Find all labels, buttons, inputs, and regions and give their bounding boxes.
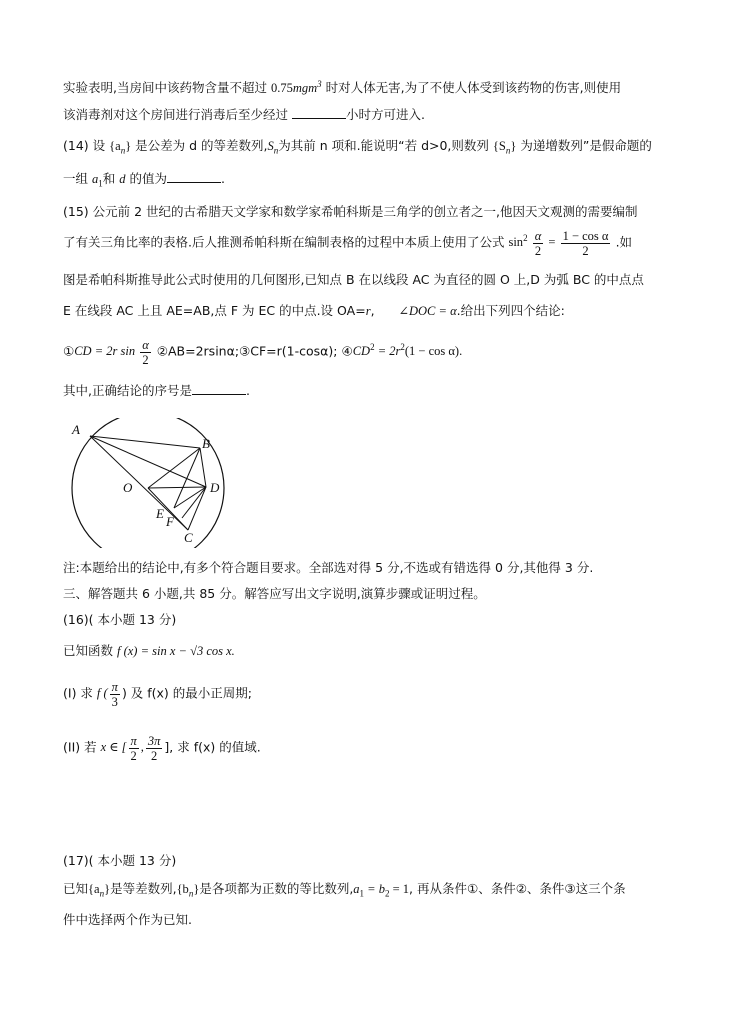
intro-text-2: 该消毒剂对这个房间进行消毒后至少经过 — [63, 107, 289, 122]
label-a: A — [72, 422, 80, 437]
q15-text-1: (15) 公元前 2 世纪的古希腊天文学家和数学家希帕科斯是三角学的创立者之一,他因天文观测的需要编制 — [63, 204, 638, 219]
q15-question-text: 其中,正确结论的序号是 — [63, 383, 192, 398]
q15-line-2 — [63, 229, 632, 258]
q15-conclusions — [63, 338, 462, 367]
q15-text-2-tail: .如 — [615, 234, 633, 250]
label-b: B — [202, 436, 210, 451]
conclusion-1: CD = 2r sin $\frac{\alpha}{2}$ — [74, 338, 149, 367]
answer-blank-14[interactable] — [167, 170, 221, 183]
q14-end: . — [221, 171, 225, 186]
q14-line-1 — [63, 137, 652, 160]
label-d: D — [210, 480, 220, 495]
interval-x: x ∈ [ $\frac{\pi}{2}$ , $\frac{3\pi}{2}$ — [100, 734, 161, 763]
intro-line-2 — [63, 106, 425, 124]
q17-text-c: 是各项都为正数的等比数列, — [199, 881, 354, 896]
label-f: F — [166, 514, 174, 529]
q16-given-text: 已知函数 — [63, 643, 114, 658]
r-symbol: r — [365, 304, 371, 318]
diagram-lines — [90, 436, 206, 530]
q16-part-2 — [63, 734, 261, 763]
q15-text-2: 了有关三角比率的表格.后人推测希帕科斯在编制表格的过程中本质上使用了公式 — [63, 234, 505, 250]
section-3-heading: 三、解答题共 6 小题,共 85 分。解答应写出文字说明,演算步骤或证明过程。 — [63, 586, 486, 601]
seq-sn: $\{S_n\}$ — [492, 139, 517, 156]
q16-part1-label: (I) 求 — [63, 685, 93, 701]
scoring-note: 注:本题给出的结论中,有多个符合题目要求。全部选对得 5 分,不选或有错选得 0 分,其他得 3 分. — [63, 560, 594, 575]
d-symbol: d — [119, 172, 126, 186]
dose-limit: 0.75mgm$^3$ — [270, 79, 322, 96]
f-pi-over-3: f ( $\frac{\pi}{3}$ — [96, 680, 118, 709]
label-e: E — [156, 506, 164, 521]
q14-text-c: 为递增数列”是假命题的 — [520, 138, 652, 153]
intro-text-2-after: 小时方可进入. — [346, 107, 425, 122]
q15-text-4-tail: .给出下列四个结论: — [456, 303, 565, 318]
q16-header: (16)( 本小题 13 分) — [63, 612, 177, 627]
q15-text-4: E 在线段 AC 上且 AE=AB,点 F 为 EC 的中点.设 OA= — [63, 303, 366, 318]
answer-blank-15[interactable] — [192, 382, 246, 395]
seq-bn: $\{b_n\}$ — [176, 882, 200, 899]
q14-line-2 — [63, 170, 225, 193]
q15-question — [63, 382, 250, 400]
intro-line-1 — [63, 75, 621, 97]
label-o: O — [123, 480, 133, 495]
q16-part2-label: (II) 若 — [63, 739, 97, 755]
angle-doc: ∠DOC = α — [398, 304, 457, 318]
q15-line-4 — [63, 302, 565, 320]
conclusion-1-mark: ① — [63, 343, 75, 359]
q14-text-b: 为其前 n 项和.能说明“若 d>0,则数列 — [278, 138, 489, 153]
q15-comma: , — [370, 303, 375, 318]
q15-line-1 — [63, 203, 638, 221]
q17-line-2: 件中选择两个作为已知. — [63, 912, 192, 927]
q15-line-3 — [63, 271, 644, 289]
q16-part1-text: ) 及 f(x) 的最小正周期; — [121, 685, 252, 701]
half-angle-formula: $\sin^2$ $\frac{\alpha}{2}$ = $\frac{\text{1 − cos α}}{2}$ — [508, 229, 609, 258]
a1-symbol: $a_1$ — [92, 172, 103, 189]
answer-blank-13[interactable] — [292, 106, 346, 119]
q14-text-d: 一组 — [63, 171, 89, 186]
q17-text-a: 已知 — [63, 881, 89, 896]
q17-header: (17)( 本小题 13 分) — [63, 853, 177, 868]
q16-part-1 — [63, 680, 252, 709]
q16-given — [63, 642, 235, 660]
sum-sn: $S_n$ — [267, 139, 279, 156]
conclusion-2-3: ②AB=2rsinα;③CF=r(1-cosα); — [156, 343, 338, 359]
q17-line-1 — [63, 880, 626, 903]
q16-part2-text: ], 求 f(x) 的值域. — [164, 739, 261, 755]
q14-text-a: 是公差为 d 的等差数列, — [135, 138, 268, 153]
function-definition: f (x) = sin x − √3 cos x. — [117, 644, 235, 658]
q14-and: 和 — [102, 171, 116, 186]
conclusion-4-mark: ④ — [341, 343, 353, 359]
q17-text-d: , 再从条件①、条件②、条件③这三个条 — [409, 881, 626, 896]
intro-text: 实验表明,当房间中该药物含量不超过 — [63, 80, 267, 96]
seq-an: $\{a_n\}$ — [109, 139, 132, 156]
label-c: C — [184, 530, 193, 545]
conclusion-4: $CD^2 = 2r^2(1 - \cos \alpha)$. — [352, 342, 463, 359]
q15-question-end: . — [245, 383, 250, 398]
intro-text-after: 时对人体无害,为了不使人体受到该药物的伤害,则使用 — [325, 80, 622, 96]
q14-text-e: 的值为 — [129, 171, 167, 186]
q14-label: (14) 设 — [63, 138, 106, 153]
seq-an-17: $\{a_n\}$ — [88, 882, 111, 899]
initial-condition: $a_1 = b_2 = 1$ — [353, 882, 410, 899]
q17-text-b: 是等差数列, — [110, 881, 177, 896]
q15-text-3: 图是希帕科斯推导此公式时使用的几何图形,已知点 B 在以线段 AC 为直径的圆 O 上,D 为弧 BC 的中点点 — [63, 272, 644, 287]
circle-geometry-diagram — [66, 418, 236, 548]
